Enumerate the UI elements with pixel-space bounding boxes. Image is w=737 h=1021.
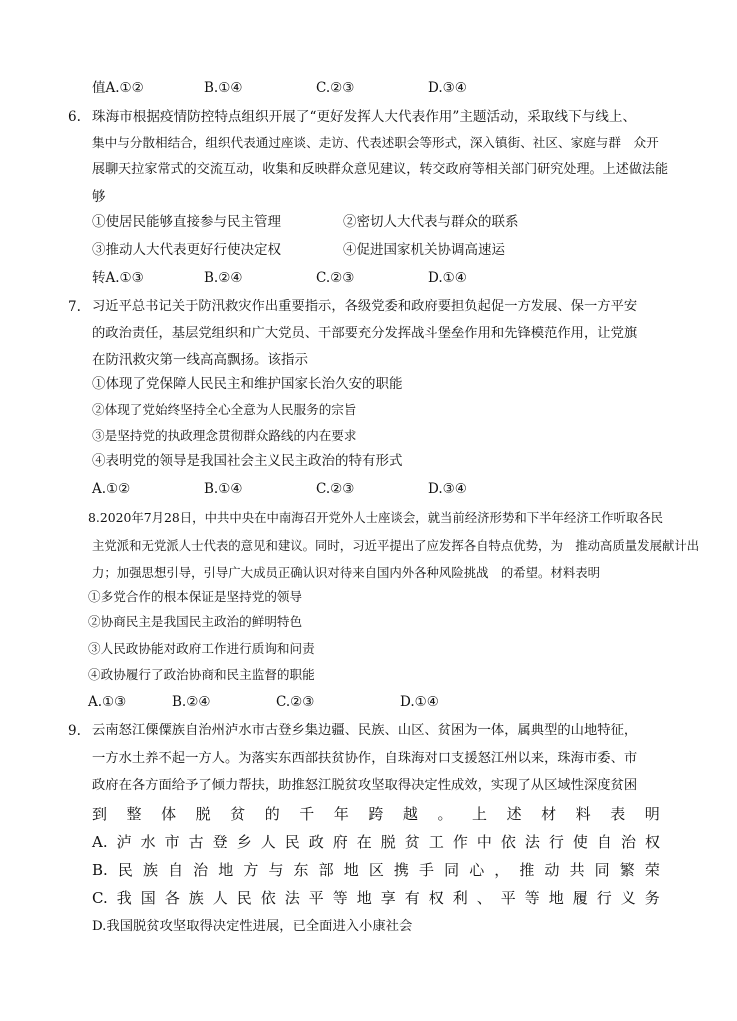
question-6-item-2: ②密切人大代表与群众的联系 <box>343 214 519 230</box>
question-9-option-c-char: 、 <box>476 889 492 907</box>
question-9-option-b-char: 同 <box>594 861 610 879</box>
question-9-option-b-char: B. <box>92 861 108 879</box>
question-6-option-b: B.②④ <box>204 270 243 286</box>
question-9-option-c-char: 务 <box>644 889 660 907</box>
question-9-option-c-char: 平 <box>500 889 516 907</box>
question-9-option-a <box>92 832 660 852</box>
top-options-prefix-and-a <box>92 78 144 98</box>
question-9-option-a-char: 人 <box>260 833 276 851</box>
question-7-option-c: C.②③ <box>316 481 355 497</box>
top-option-d: D.③④ <box>428 80 467 96</box>
question-9-option-a-char: 贫 <box>404 833 420 851</box>
question-9-option-a-char: 中 <box>476 833 492 851</box>
question-9-line-4-char: 到 <box>92 805 108 823</box>
question-8-item-3: ③人民政协能对政府工作进行质询和问责 <box>88 641 315 656</box>
question-9-option-a-char: 市 <box>164 833 180 851</box>
question-9-option-a-char: A. <box>92 833 108 851</box>
question-9-option-c-char: 我 <box>116 889 132 907</box>
question-9-option-b-char: 心 <box>469 861 485 879</box>
question-9-option-c-char: 法 <box>284 889 300 907</box>
question-9-line-4-char: 明 <box>644 805 660 823</box>
question-6-line-1: 珠海市根据疫情防控特点组织开展了“更好发挥人大代表作用”主题活动，采取线下与线上、 <box>92 109 637 125</box>
question-9-option-a-char: 泸 <box>116 833 132 851</box>
question-7-line-1: 习近平总书记关于防汛救灾作出重要指示，各级党委和政府要担负起促一方发展、保一方平安 <box>92 299 638 314</box>
question-6-options-prefix: 转 <box>92 270 106 286</box>
question-9-option-c-char: 等 <box>332 889 348 907</box>
question-9-option-b-char: 地 <box>218 861 234 879</box>
question-9-option-b-char: 方 <box>243 861 259 879</box>
question-9-line-4-char: 表 <box>610 805 626 823</box>
question-9-option-c-char: 地 <box>356 889 372 907</box>
question-8-option-c: C.②③ <box>276 694 315 710</box>
question-9-line-4-char: 整 <box>126 805 142 823</box>
question-9-option-b-char: 同 <box>444 861 460 879</box>
question-8-item-2: ②协商民主是我国民主政治的鲜明特色 <box>88 614 303 629</box>
question-9-line-4-char: 越 <box>402 805 418 823</box>
question-9-number: 9. <box>68 723 81 739</box>
question-9-line-4-char: 的 <box>264 805 280 823</box>
question-9-option-b-char: 东 <box>293 861 309 879</box>
question-6-item-1: ①使居民能够直接参与民主管理 <box>92 214 281 230</box>
question-9-line-4-char: 材 <box>541 805 557 823</box>
question-9-line-3: 政府在各方面给予了倾力帮扶，助推怒江脱贫攻坚取得决定性成效，实现了从区域性深度贫困 <box>92 778 638 793</box>
question-9-option-a-char: 工 <box>428 833 444 851</box>
question-8-item-4: ④政协履行了政治协商和民主监督的职能 <box>88 667 315 682</box>
question-7-option-a: A.①② <box>92 481 131 497</box>
question-9-option-a-char: 水 <box>140 833 156 851</box>
question-9-option-c-char: 行 <box>596 889 612 907</box>
question-9-option-b-char: 携 <box>393 861 409 879</box>
question-6-line-3: 展聊天拉家常式的交流互动，收集和反映群众意见建议，转交政府等相关部门研究处理。上述做法能 <box>92 162 669 177</box>
question-9-option-c-char: 地 <box>548 889 564 907</box>
top-options-prefix: 值 <box>92 80 106 96</box>
question-9-line-4-char: 跨 <box>368 805 384 823</box>
question-9-option-c-char: 依 <box>260 889 276 907</box>
question-9-option-a-char: 脱 <box>380 833 396 851</box>
question-9-line-4-char: 上 <box>472 805 488 823</box>
question-9-option-b-char: 自 <box>168 861 184 879</box>
question-7-item-4: ④表明党的领导是我国社会主义民主政治的特有形式 <box>92 453 403 469</box>
question-9-option-a-char: 行 <box>548 833 564 851</box>
question-9-line-4-char: 脱 <box>195 805 211 823</box>
question-9-line-4-char: 料 <box>575 805 591 823</box>
question-9-option-a-char: 古 <box>188 833 204 851</box>
question-9-option-a-char: 使 <box>572 833 588 851</box>
question-8-line-1-text: 2020年7月28日，中共中央在中南海召开党外人士座谈会，就当前经济形势和下半年经济工作听取各民 <box>99 510 664 525</box>
question-7-item-2: ②体现了党始终坚持全心全意为人民服务的宗旨 <box>92 402 357 417</box>
question-9-line-1: 云南怒江傈僳族自治州泸水市古登乡集边疆、民族、山区、贫困为一体，属典型的山地特征， <box>92 723 638 738</box>
question-7-line-2: 的政治责任，基层党组织和广大党员、干部要充分发挥战斗堡垒作用和先锋模范作用，让党旗 <box>92 326 638 341</box>
question-6-option-a: A.①③ <box>105 270 144 286</box>
question-9-option-c-char: C. <box>92 889 108 907</box>
question-9-option-c <box>92 888 660 908</box>
question-9-option-b-char: 部 <box>318 861 334 879</box>
question-6-number: 6. <box>68 109 81 125</box>
question-9-line-4-char: 。 <box>437 805 453 823</box>
question-9-line-4-char: 体 <box>161 805 177 823</box>
question-8-line-1 <box>88 508 663 528</box>
question-9-option-a-char: 政 <box>308 833 324 851</box>
question-9-option-b-char: 手 <box>419 861 435 879</box>
question-7-option-d: D.③④ <box>428 481 467 497</box>
question-9-option-c-char: 国 <box>140 889 156 907</box>
question-9-line-4-char: 贫 <box>230 805 246 823</box>
question-9-option-a-char: 权 <box>644 833 660 851</box>
question-9-option-b <box>92 860 660 880</box>
question-9-option-c-char: 义 <box>620 889 636 907</box>
question-9-line-2: 一方水土养不起一方人。为落实东西部扶贫协作，自珠海对口支援怒江州以来，珠海市委、市 <box>92 751 638 766</box>
question-8-option-a: A.①③ <box>88 694 127 710</box>
question-8-line-2: 主党派和无党派人士代表的意见和建议。同时，习近平提出了应发挥各自特点优势，为 推动高质量发展献计出 <box>92 538 700 553</box>
question-8-item-1: ①多党合作的根本保证是坚持党的领导 <box>88 589 303 604</box>
question-9-option-a-char: 府 <box>332 833 348 851</box>
question-6-line-4: 够 <box>92 189 106 205</box>
question-7-item-1: ①体现了党保障人民民主和维护国家长治久安的职能 <box>92 376 403 392</box>
question-6-option-d: D.①④ <box>428 270 467 286</box>
question-6-option-a-wrap <box>92 268 144 288</box>
question-9-option-b-char: 荣 <box>644 861 660 879</box>
question-9-option-c-char: 人 <box>212 889 228 907</box>
question-9-line-4 <box>92 804 660 824</box>
question-9-option-a-char: 法 <box>524 833 540 851</box>
question-6-item-3: ③推动人大代表更好行使决定权 <box>92 242 281 258</box>
question-9-option-a-char: 乡 <box>236 833 252 851</box>
question-8-option-b: B.②④ <box>172 694 211 710</box>
question-9-option-a-char: 依 <box>500 833 516 851</box>
top-option-a: A.①② <box>105 80 144 96</box>
question-6-item-4: ④促进国家机关协调高速运 <box>343 242 505 258</box>
question-9-option-b-char: 与 <box>268 861 284 879</box>
question-9-option-b-char: 治 <box>193 861 209 879</box>
question-9-option-b-char: 区 <box>368 861 384 879</box>
question-6-line-2: 集中与分散相结合，组织代表通过座谈、走访、代表述职会等形式，深入镇街、社区、家庭与群 众开 <box>92 135 659 150</box>
question-9-option-c-char: 平 <box>308 889 324 907</box>
question-9-option-c-char: 享 <box>380 889 396 907</box>
question-7-line-3: 在防汛救灾第一线高高飘扬。该指示 <box>92 352 308 368</box>
question-9-line-4-char: 述 <box>506 805 522 823</box>
question-7-item-3: ③是坚持党的执政理念贯彻群众路线的内在要求 <box>92 428 357 443</box>
question-8-line-3: 力；加强思想引导，引导广大成员正确认识对待来自国内外各种风险挑战 的希望。材料表明 <box>92 565 601 580</box>
question-9-option-b-char: 地 <box>343 861 359 879</box>
question-9-option-a-char: 治 <box>620 833 636 851</box>
question-9-option-a-char: 作 <box>452 833 468 851</box>
question-9-option-c-char: 等 <box>524 889 540 907</box>
question-8-option-d: D.①④ <box>400 694 439 710</box>
question-9-option-c-char: 各 <box>164 889 180 907</box>
question-9-option-b-char: 推 <box>519 861 535 879</box>
question-9-line-4-char: 千 <box>299 805 315 823</box>
question-9-option-d: D.我国脱贫攻坚取得决定性进展，已全面进入小康社会 <box>92 919 413 934</box>
question-9-option-b-char: 族 <box>142 861 158 879</box>
question-6-option-c: C.②③ <box>316 270 355 286</box>
question-9-option-a-char: 在 <box>356 833 372 851</box>
question-9-option-a-char: 登 <box>212 833 228 851</box>
top-option-b: B.①④ <box>204 80 243 96</box>
question-9-option-c-char: 利 <box>452 889 468 907</box>
question-9-line-4-char: 年 <box>333 805 349 823</box>
question-9-option-c-char: 有 <box>404 889 420 907</box>
question-9-option-b-char: 动 <box>544 861 560 879</box>
question-9-option-c-char: 民 <box>236 889 252 907</box>
question-7-option-b: B.①④ <box>204 481 243 497</box>
question-9-option-b-char: 民 <box>117 861 133 879</box>
question-9-option-c-char: 权 <box>428 889 444 907</box>
question-9-option-b-char: 共 <box>569 861 585 879</box>
question-9-option-a-char: 民 <box>284 833 300 851</box>
question-9-option-b-char: ， <box>494 861 510 879</box>
question-9-option-c-char: 履 <box>572 889 588 907</box>
question-9-option-c-char: 族 <box>188 889 204 907</box>
question-9-option-b-char: 繁 <box>619 861 635 879</box>
top-option-c: C.②③ <box>316 80 355 96</box>
question-7-number: 7. <box>68 299 81 315</box>
question-9-option-a-char: 自 <box>596 833 612 851</box>
question-8-number: 8. <box>88 510 100 525</box>
